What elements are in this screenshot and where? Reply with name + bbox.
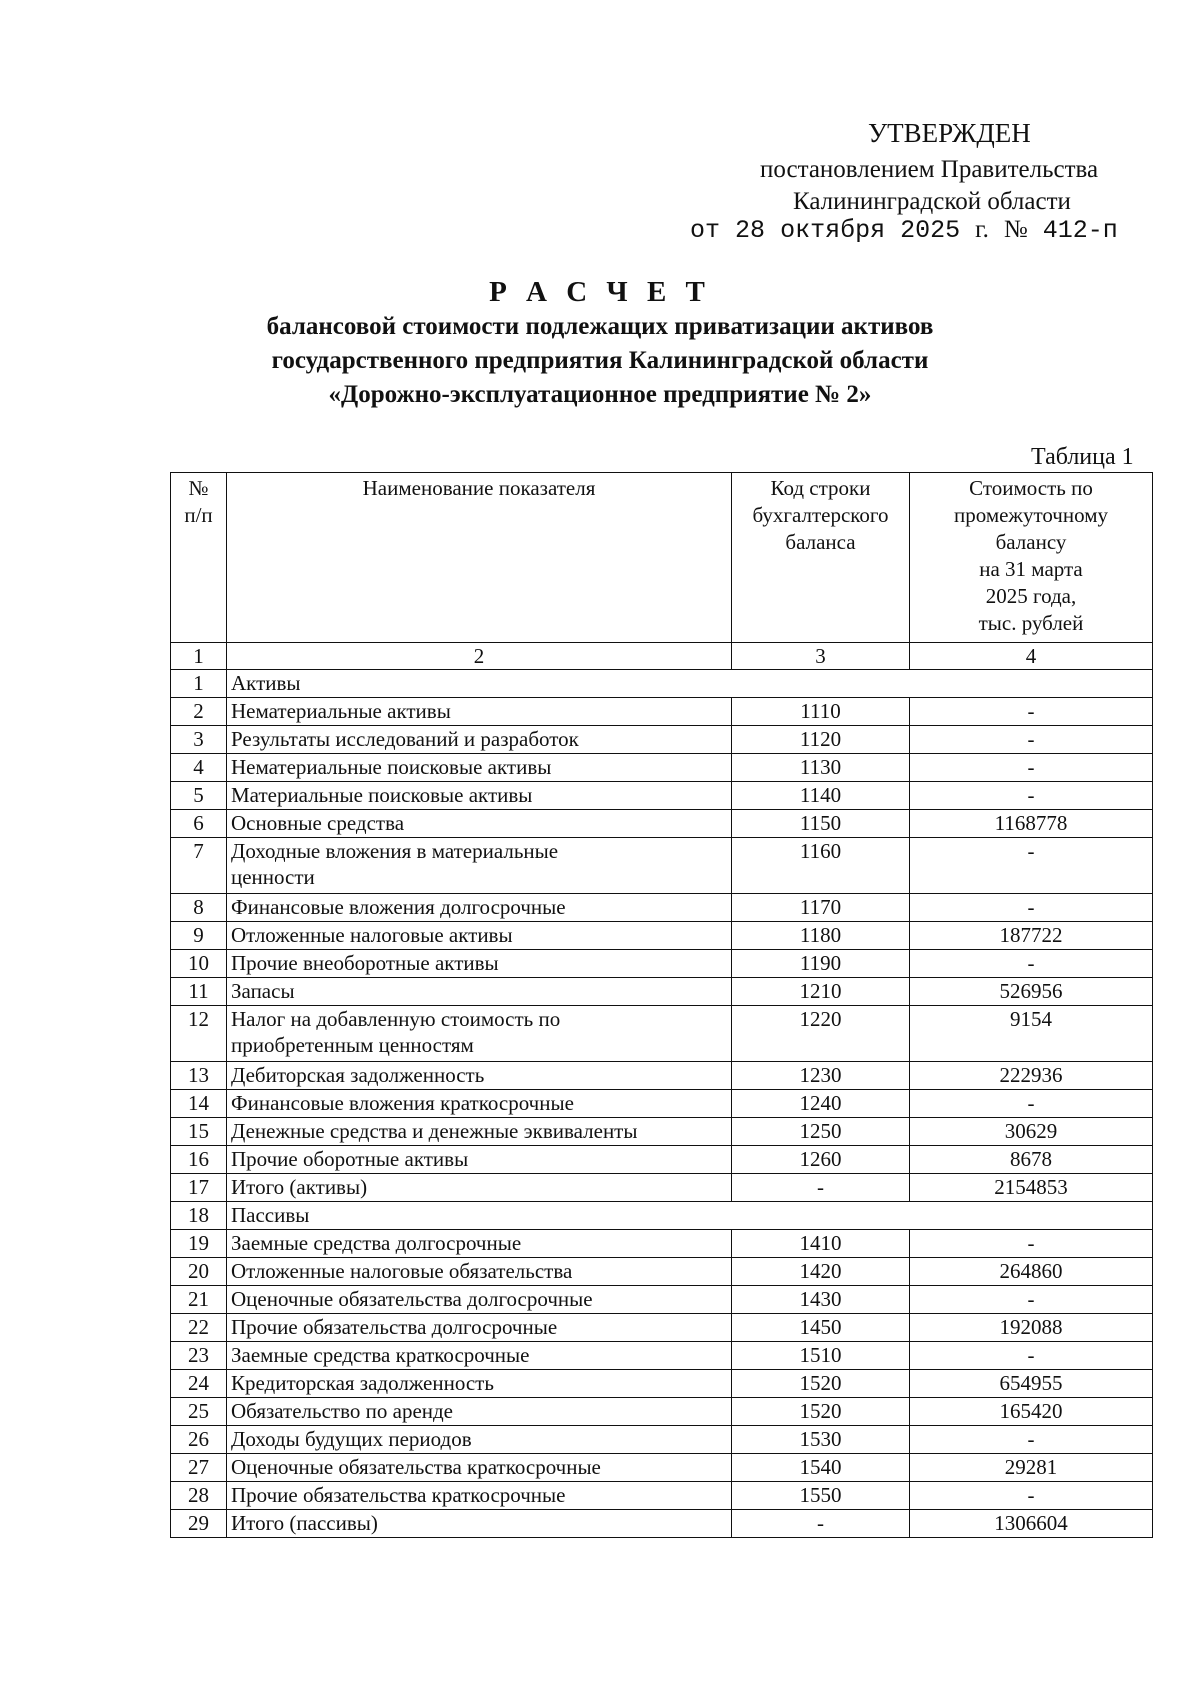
table-row: [171, 950, 1153, 978]
row-value: -: [910, 838, 1153, 894]
table-row: [171, 1482, 1153, 1510]
header-value-line: на 31 марта: [979, 557, 1083, 581]
row-name: Прочие оборотные активы: [227, 1146, 732, 1174]
row-value: -: [910, 1426, 1153, 1454]
row-name: [227, 838, 732, 894]
row-number: 9: [171, 922, 227, 950]
row-code: 1170: [732, 894, 910, 922]
table-row: [171, 838, 1153, 894]
row-code: 1120: [732, 726, 910, 754]
row-number: 13: [171, 1062, 227, 1090]
table-row: [171, 1146, 1153, 1174]
row-code: 1220: [732, 1006, 910, 1062]
balance-table: [170, 472, 1153, 1538]
row-code: -: [732, 1510, 910, 1538]
row-value: 2154853: [910, 1174, 1153, 1202]
row-name: Дебиторская задолженность: [227, 1062, 732, 1090]
row-name-line: Доходные вложения в материальные: [231, 839, 559, 863]
row-number: 2: [171, 698, 227, 726]
row-value: 192088: [910, 1314, 1153, 1342]
row-number: 29: [171, 1510, 227, 1538]
table-row: [171, 978, 1153, 1006]
row-name: Материальные поисковые активы: [227, 782, 732, 810]
section-title: Пассивы: [227, 1202, 1153, 1230]
approval-date-number: [690, 216, 1118, 245]
row-number: 20: [171, 1258, 227, 1286]
row-name-line: Налог на добавленную стоимость по: [231, 1007, 561, 1031]
row-name: Заемные средства долгосрочные: [227, 1230, 732, 1258]
row-value: 8678: [910, 1146, 1153, 1174]
row-name: Итого (активы): [227, 1174, 732, 1202]
column-number: 1: [171, 643, 227, 670]
table-row: [171, 1314, 1153, 1342]
table-caption: Таблица 1: [1031, 444, 1134, 470]
row-value: 222936: [910, 1062, 1153, 1090]
row-value: -: [910, 698, 1153, 726]
table-row: [171, 698, 1153, 726]
row-code: 1230: [732, 1062, 910, 1090]
row-number: 11: [171, 978, 227, 1006]
row-value: 30629: [910, 1118, 1153, 1146]
date-day: 28: [735, 216, 766, 245]
row-value: -: [910, 1342, 1153, 1370]
row-value: -: [910, 782, 1153, 810]
row-name: Кредиторская задолженность: [227, 1370, 732, 1398]
table-row: [171, 1230, 1153, 1258]
row-code: 1520: [732, 1370, 910, 1398]
row-number: 18: [171, 1202, 227, 1230]
table-row: [171, 1454, 1153, 1482]
header-num-line: п/п: [184, 503, 213, 527]
row-name: Заемные средства краткосрочные: [227, 1342, 732, 1370]
approval-title: УТВЕРЖДЕН: [868, 118, 1031, 148]
row-number: 17: [171, 1174, 227, 1202]
row-code: 1150: [732, 810, 910, 838]
table-row: [171, 1286, 1153, 1314]
column-number-row: [171, 643, 1153, 670]
row-value: -: [910, 726, 1153, 754]
table-row: [171, 1118, 1153, 1146]
row-value: -: [910, 1230, 1153, 1258]
table-row: [171, 922, 1153, 950]
row-name: Основные средства: [227, 810, 732, 838]
header-value-line: 2025 года,: [985, 584, 1077, 608]
row-name: Прочие обязательства долгосрочные: [227, 1314, 732, 1342]
date-prefix: от: [690, 216, 721, 245]
row-code: 1520: [732, 1398, 910, 1426]
header-num: [171, 473, 227, 643]
table-row: [171, 1510, 1153, 1538]
table-row: [171, 894, 1153, 922]
row-value: 29281: [910, 1454, 1153, 1482]
approval-region: Калининградской области: [793, 188, 1071, 215]
column-number: 3: [732, 643, 910, 670]
date-year: 2025: [900, 216, 961, 245]
header-value: [910, 473, 1153, 643]
row-name: Денежные средства и денежные эквиваленты: [227, 1118, 732, 1146]
table-row: [171, 1426, 1153, 1454]
row-name: [227, 1006, 732, 1062]
header-code-line: баланса: [785, 530, 856, 554]
row-number: 15: [171, 1118, 227, 1146]
section-title: Активы: [227, 670, 1153, 698]
row-name: Прочие обязательства краткосрочные: [227, 1482, 732, 1510]
table-row: [171, 1370, 1153, 1398]
row-code: 1240: [732, 1090, 910, 1118]
row-code: 1250: [732, 1118, 910, 1146]
row-name: Результаты исследований и разработок: [227, 726, 732, 754]
document-subtitle-line2: государственного предприятия Калининградской области: [271, 347, 929, 374]
table-section-row: [171, 670, 1153, 698]
row-number: 6: [171, 810, 227, 838]
row-value: 187722: [910, 922, 1153, 950]
row-code: -: [732, 1174, 910, 1202]
row-number: 26: [171, 1426, 227, 1454]
row-code: 1410: [732, 1230, 910, 1258]
row-name: Итого (пассивы): [227, 1510, 732, 1538]
table-row: [171, 1398, 1153, 1426]
row-value: -: [910, 1482, 1153, 1510]
row-number: 21: [171, 1286, 227, 1314]
year-suffix: г.: [975, 216, 989, 243]
row-name-line: приобретенным ценностям: [231, 1033, 474, 1057]
table-row: [171, 1006, 1153, 1062]
row-number: 16: [171, 1146, 227, 1174]
header-num-line: №: [188, 476, 209, 500]
row-code: 1450: [732, 1314, 910, 1342]
document-heading: Р А С Ч Е Т: [489, 276, 711, 308]
row-value: -: [910, 950, 1153, 978]
row-value: 9154: [910, 1006, 1153, 1062]
row-number: 25: [171, 1398, 227, 1426]
row-code: 1430: [732, 1286, 910, 1314]
header-value-line: Стоимость по: [969, 476, 1093, 500]
table-header-row: [171, 473, 1153, 643]
row-number: 3: [171, 726, 227, 754]
row-number: 8: [171, 894, 227, 922]
row-name: Прочие внеоборотные активы: [227, 950, 732, 978]
column-number: 4: [910, 643, 1153, 670]
row-code: 1210: [732, 978, 910, 1006]
document-subtitle-line3: «Дорожно-эксплуатационное предприятие № 2»: [328, 381, 872, 408]
header-code: [732, 473, 910, 643]
row-name: Финансовые вложения долгосрочные: [227, 894, 732, 922]
row-code: 1140: [732, 782, 910, 810]
header-value-line: тыс. рублей: [978, 611, 1084, 635]
table-row: [171, 810, 1153, 838]
header-code-line: Код строки: [770, 476, 871, 500]
row-number: 22: [171, 1314, 227, 1342]
table-row: [171, 754, 1153, 782]
row-code: 1110: [732, 698, 910, 726]
table-row: [171, 782, 1153, 810]
row-number: 4: [171, 754, 227, 782]
table-row: [171, 1258, 1153, 1286]
row-name-line: ценности: [231, 865, 315, 889]
row-value: 654955: [910, 1370, 1153, 1398]
row-code: 1190: [732, 950, 910, 978]
row-name: Оценочные обязательства долгосрочные: [227, 1286, 732, 1314]
row-value: -: [910, 894, 1153, 922]
row-name: Обязательство по аренде: [227, 1398, 732, 1426]
header-code-line: бухгалтерского: [752, 503, 889, 527]
row-value: 1306604: [910, 1510, 1153, 1538]
row-name: Доходы будущих периодов: [227, 1426, 732, 1454]
row-value: 264860: [910, 1258, 1153, 1286]
row-number: 19: [171, 1230, 227, 1258]
date-month: октября: [780, 216, 886, 245]
row-number: 12: [171, 1006, 227, 1062]
column-number: 2: [227, 643, 732, 670]
table-section-row: [171, 1202, 1153, 1230]
row-number: 5: [171, 782, 227, 810]
row-value: -: [910, 1286, 1153, 1314]
row-number: 27: [171, 1454, 227, 1482]
table-row: [171, 1090, 1153, 1118]
row-value: 1168778: [910, 810, 1153, 838]
header-value-line: промежуточному: [953, 503, 1108, 527]
row-code: 1130: [732, 754, 910, 782]
row-value: 526956: [910, 978, 1153, 1006]
row-code: 1530: [732, 1426, 910, 1454]
row-name: Нематериальные активы: [227, 698, 732, 726]
header-name: Наименование показателя: [227, 473, 732, 643]
approval-authority: постановлением Правительства: [760, 156, 1099, 183]
header-value-line: балансу: [995, 530, 1067, 554]
row-name: Отложенные налоговые обязательства: [227, 1258, 732, 1286]
row-code: 1540: [732, 1454, 910, 1482]
row-code: 1160: [732, 838, 910, 894]
row-number: 28: [171, 1482, 227, 1510]
doc-number: 412-п: [1042, 216, 1118, 245]
table-row: [171, 1174, 1153, 1202]
row-code: 1180: [732, 922, 910, 950]
row-name: Нематериальные поисковые активы: [227, 754, 732, 782]
row-code: 1260: [732, 1146, 910, 1174]
row-code: 1510: [732, 1342, 910, 1370]
row-code: 1420: [732, 1258, 910, 1286]
row-name: Финансовые вложения краткосрочные: [227, 1090, 732, 1118]
document-subtitle-line1: балансовой стоимости подлежащих приватизации активов: [266, 313, 934, 340]
row-name: Запасы: [227, 978, 732, 1006]
row-value: -: [910, 1090, 1153, 1118]
row-number: 23: [171, 1342, 227, 1370]
row-value: 165420: [910, 1398, 1153, 1426]
row-number: 7: [171, 838, 227, 894]
row-value: -: [910, 754, 1153, 782]
table-body: [171, 670, 1153, 1538]
table-row: [171, 726, 1153, 754]
row-code: 1550: [732, 1482, 910, 1510]
row-name: Оценочные обязательства краткосрочные: [227, 1454, 732, 1482]
row-name: Отложенные налоговые активы: [227, 922, 732, 950]
number-sign: №: [1003, 216, 1028, 243]
row-number: 24: [171, 1370, 227, 1398]
row-number: 14: [171, 1090, 227, 1118]
row-number: 10: [171, 950, 227, 978]
table-row: [171, 1342, 1153, 1370]
table-row: [171, 1062, 1153, 1090]
row-number: 1: [171, 670, 227, 698]
